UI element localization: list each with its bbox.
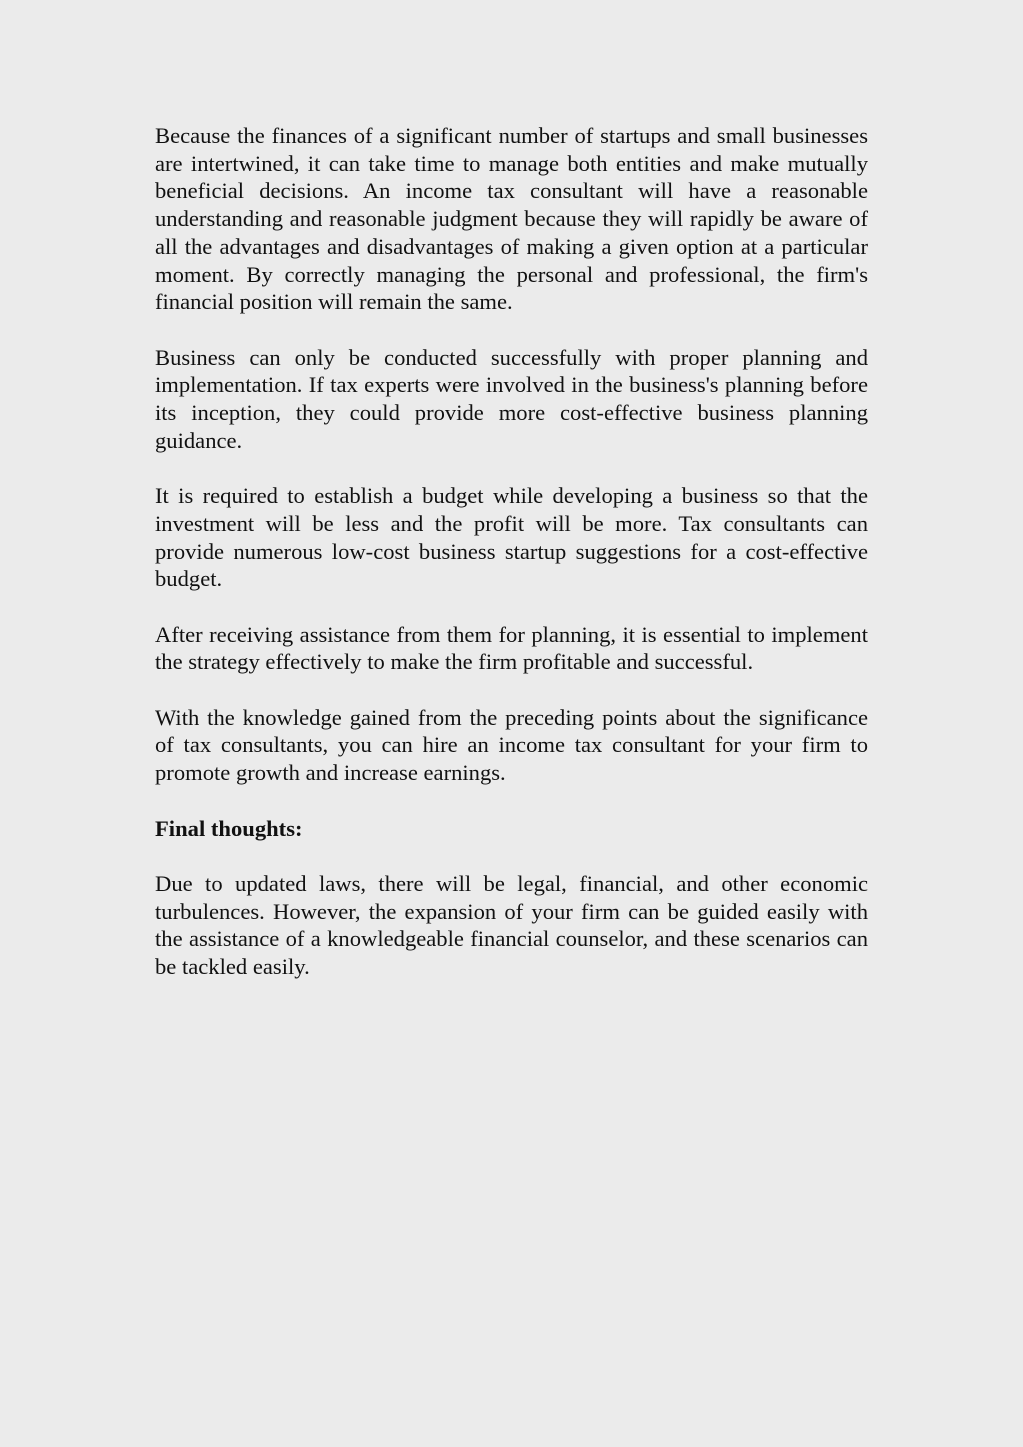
section-heading-final-thoughts: Final thoughts: — [155, 815, 303, 841]
paragraph-startup-finances: Because the finances of a significant number of startups and small businesses are intertwined, it can take time to manage both entities and make mutually beneficial decisions. An income tax consultant will have a reasonable understanding and reasonable judgment because they will rapidly be aware of all the advantages and disadvantages of making a given option at a particular moment. By correctly managing the personal and professional, the firm's financial position will remain the same. — [155, 123, 868, 315]
paragraph-business-planning: Business can only be conducted successfully with proper planning and implementation. If tax experts were involved in the business's planning before its inception, they could provide more cost-effective business planning guidance. — [155, 344, 868, 453]
paragraph-implementation: After receiving assistance from them for planning, it is essential to implement the strategy effectively to make the firm profitable and successful. — [155, 621, 868, 675]
paragraph-hire-consultant: With the knowledge gained from the preceding points about the significance of tax consultants, you can hire an income tax consultant for your firm to promote growth and increase earnings. — [155, 704, 868, 786]
document-page — [155, 122, 868, 1008]
paragraph-budget: It is required to establish a budget while developing a business so that the investment will be less and the profit will be more. Tax consultants can provide numerous low-cost business startup suggestions for a cost-effective budget. — [155, 483, 868, 592]
paragraph-closing: Due to updated laws, there will be legal, financial, and other economic turbulences. However, the expansion of your firm can be guided easily with the assistance of a knowledgeable financial counselor, and these scenarios can be tackled easily. — [155, 870, 868, 979]
